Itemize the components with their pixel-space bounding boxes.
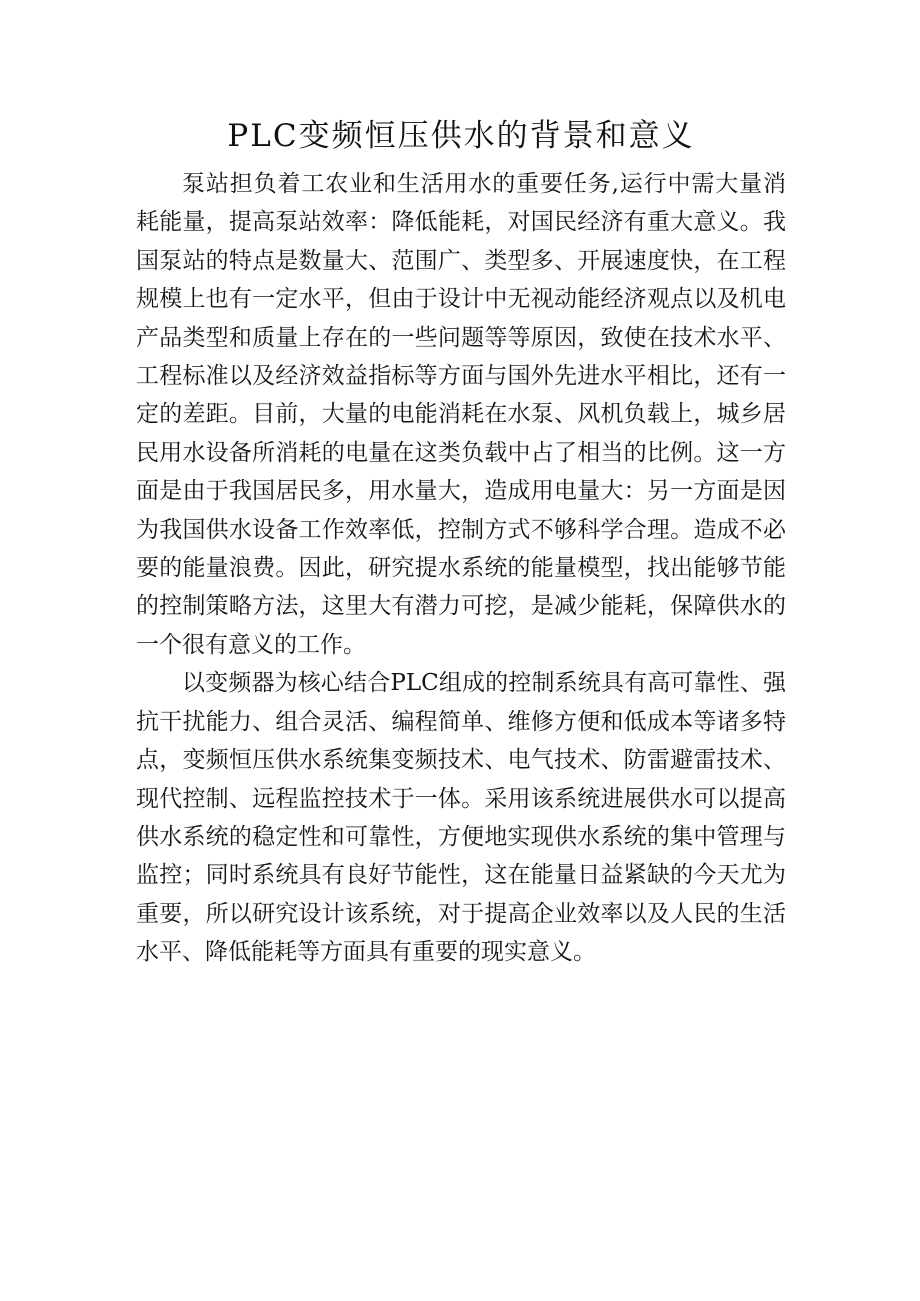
paragraph-significance: 以变频器为核心结合PLC组成的控制系统具有高可靠性、强抗干扰能力、组合灵活、编程简单、维修方便和低成本等诸多特点，变频恒压供水系统集变频技术、电气技术、防雷避雷技术、现代控制、远程监控技术于一体。采用该系统进展供水可以提高供水系统的稳定性和可靠性，方便地实现供水系统的集中管理与监控；同时系统具有良好节能性，这在能量日益紧缺的今天尤为重要，所以研究设计该系统，对于提高企业效率以及人民的生活水平、降低能耗等方面具有重要的现实意义。 [136, 670, 786, 966]
page-title: PLC变频恒压供水的背景和意义 [227, 118, 695, 154]
paragraph-background: 泵站担负着工农业和生活用水的重要任务,运行中需大量消耗能量，提高泵站效率：降低能耗，对国民经济有重大意义。我国泵站的特点是数量大、范围广、类型多、开展速度快，在工程规模上也有一定水平，但由于设计中无视动能经济观点以及机电产品类型和质量上存在的一些问题等等原因，致使在技术水平、工程标准以及经济效益指标等方面与国外先进水平相比，还有一定的差距。目前，大量的电能消耗在水泵、风机负载上，城乡居民用水设备所消耗的电量在这类负载中占了相当的比例。这一方面是由于我国居民多，用水量大，造成用电量大：另一方面是因为我国供水设备工作效率低，控制方式不够科学合理。造成不必要的能量浪费。因此，研究提水系统的能量模型，找出能够节能的控制策略方法，这里大有潜力可挖，是减少能耗，保障供水的一个很有意义的工作。 [136, 171, 786, 658]
document-body [136, 165, 786, 972]
